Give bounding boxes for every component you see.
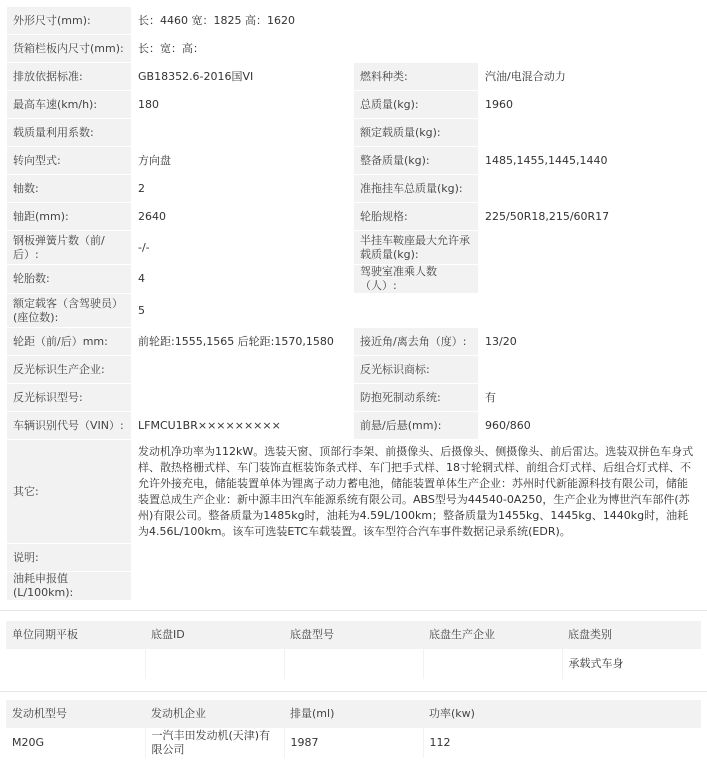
spec-label: 最高车速(km/h):: [7, 91, 132, 119]
chassis-header-cell: 底盘ID: [145, 621, 284, 649]
spec-row: [7, 231, 702, 265]
spec-label: 其它:: [7, 440, 132, 544]
chassis-cell: 承载式车身: [562, 649, 701, 679]
engine-header-cell: 发动机企业: [145, 700, 284, 728]
chassis-header-cell: 底盘生产企业: [423, 621, 562, 649]
engine-header-row: [6, 700, 701, 728]
spec-label: 整备质量(kg):: [354, 147, 479, 175]
chassis-data-row: [6, 649, 701, 679]
spec-label: 轮胎数:: [7, 265, 132, 294]
spec-label: 额定载客（含驾驶员）(座位数):: [7, 294, 132, 328]
spec-value: [479, 265, 702, 294]
spec-label: 准拖挂车总质量(kg):: [354, 175, 479, 203]
spec-label: 反光标识生产企业:: [7, 356, 132, 384]
spec-label: 防抱死制动系统:: [354, 384, 479, 412]
spec-row: [7, 384, 702, 412]
spec-label: 总质量(kg):: [354, 91, 479, 119]
spec-label: 接近角/离去角（度）:: [354, 328, 479, 356]
spec-value: 225/50R18,215/60R17: [479, 203, 702, 231]
spec-value: 13/20: [479, 328, 702, 356]
spec-row: [7, 294, 702, 328]
engine-header-cell: 发动机型号: [6, 700, 145, 728]
spec-value: [132, 384, 354, 412]
spec-value: LFMCU1BR×××××××××: [132, 412, 354, 440]
spec-label: 驾驶室准乘人数（人）:: [354, 265, 479, 294]
chassis-cell: [284, 649, 423, 679]
spec-row: [7, 265, 702, 294]
spec-value: 长：宽：高：: [132, 35, 702, 63]
spec-row: [7, 328, 702, 356]
engine-data-row: [6, 728, 701, 758]
spec-value: [479, 231, 702, 265]
spec-label: 钢板弹簧片数（前/后）:: [7, 231, 132, 265]
engine-table: [6, 700, 701, 758]
spec-value: 发动机净功率为112kW。选装天窗、顶部行李架、前摄像头、后摄像头、侧摄像头、前后雷达。选装双拼色车身式样、散热格栅式样、车门装饰直框装饰条式样、车门把手式样、18寸轮辋式样、前组合灯式样、后组合灯式样、不允许外接充电，储能装置单体为锂离子动力蓄电池，储能装置单体生产企业：苏州时代新能源科技有限公司，储能装置总成生产企业：新中源丰田汽车能源系统有限公司。ABS型号为44540-0A250，生产企业为博世汽车部件(苏州)有限公司。整备质量为1485kg时，油耗为4.59L/100km；整备质量为1455kg、1445kg、1440kg时，油耗为4.56L/100km。该车可选装ETC车载装置。该车型符合汽车事件数据记录系统(EDR)。: [132, 440, 702, 544]
spec-row: [7, 572, 702, 601]
spec-value: [479, 175, 702, 203]
spec-value: -/-: [132, 231, 354, 265]
spec-label: 载质量利用系数:: [7, 119, 132, 147]
spec-value: 有: [479, 384, 702, 412]
spec-row: [7, 91, 702, 119]
spec-value: 2: [132, 175, 354, 203]
spec-value: 汽油/电混合动力: [479, 63, 702, 91]
spec-label: 货箱栏板内尺寸(mm):: [7, 35, 132, 63]
spec-label: 半挂车鞍座最大允许承载质量(kg):: [354, 231, 479, 265]
spec-value: 方向盘: [132, 147, 354, 175]
chassis-header-cell: 底盘类别: [562, 621, 701, 649]
spec-row: [7, 119, 702, 147]
spec-label: 油耗申报值(L/100km):: [7, 572, 132, 601]
spec-value: 960/860: [479, 412, 702, 440]
spec-row: [7, 440, 702, 544]
chassis-cell: [145, 649, 284, 679]
spec-value: GB18352.6-2016国VI: [132, 63, 354, 91]
spec-table-body: [7, 7, 702, 601]
spec-row: [7, 63, 702, 91]
spec-value: 长：4460 宽：1825 高：1620: [132, 7, 702, 35]
spec-row: [7, 203, 702, 231]
spec-label: 转向型式:: [7, 147, 132, 175]
chassis-cell: [423, 649, 562, 679]
engine-cell: 一汽丰田发动机(天津)有限公司: [145, 728, 284, 758]
spec-label: 排放依据标准:: [7, 63, 132, 91]
spec-value: [479, 356, 702, 384]
chassis-header-cell: 单位同期平板: [6, 621, 145, 649]
spec-table: [6, 6, 702, 601]
spec-label: 车辆识别代号（VIN）:: [7, 412, 132, 440]
spec-value: 1960: [479, 91, 702, 119]
chassis-cell: [6, 649, 145, 679]
spec-label: 额定载质量(kg):: [354, 119, 479, 147]
spec-label: 说明:: [7, 544, 132, 572]
spec-label: 轮胎规格:: [354, 203, 479, 231]
spec-value: [132, 356, 354, 384]
spec-label: 反光标识商标:: [354, 356, 479, 384]
spec-label: 燃料种类:: [354, 63, 479, 91]
spec-row: [7, 175, 702, 203]
spec-label: 反光标识型号:: [7, 384, 132, 412]
spec-row: [7, 7, 702, 35]
chassis-header-cell: 底盘型号: [284, 621, 423, 649]
spec-value: 2640: [132, 203, 354, 231]
spec-label: 前悬/后悬(mm):: [354, 412, 479, 440]
engine-header-cell: 功率(kw): [423, 700, 701, 728]
spec-label: 轴数:: [7, 175, 132, 203]
chassis-table: [6, 621, 701, 679]
spec-value: 5: [132, 294, 702, 328]
spec-value: [479, 119, 702, 147]
spec-value: 1485,1455,1445,1440: [479, 147, 702, 175]
spec-row: [7, 412, 702, 440]
engine-cell: 112: [423, 728, 701, 758]
spec-label: 轮距（前/后）mm:: [7, 328, 132, 356]
chassis-header-row: [6, 621, 701, 649]
spec-value: [132, 119, 354, 147]
engine-cell: M20G: [6, 728, 145, 758]
spec-row: [7, 147, 702, 175]
engine-cell: 1987: [284, 728, 423, 758]
spec-value: [132, 572, 702, 601]
spec-label: 外形尺寸(mm):: [7, 7, 132, 35]
section-divider: [0, 610, 707, 611]
spec-value: [132, 544, 702, 572]
section-divider: [0, 691, 707, 692]
spec-row: [7, 356, 702, 384]
spec-label: 轴距(mm):: [7, 203, 132, 231]
spec-value: 180: [132, 91, 354, 119]
spec-row: [7, 35, 702, 63]
spec-value: 前轮距:1555,1565 后轮距:1570,1580: [132, 328, 354, 356]
spec-row: [7, 544, 702, 572]
spec-value: 4: [132, 265, 354, 294]
engine-header-cell: 排量(ml): [284, 700, 423, 728]
